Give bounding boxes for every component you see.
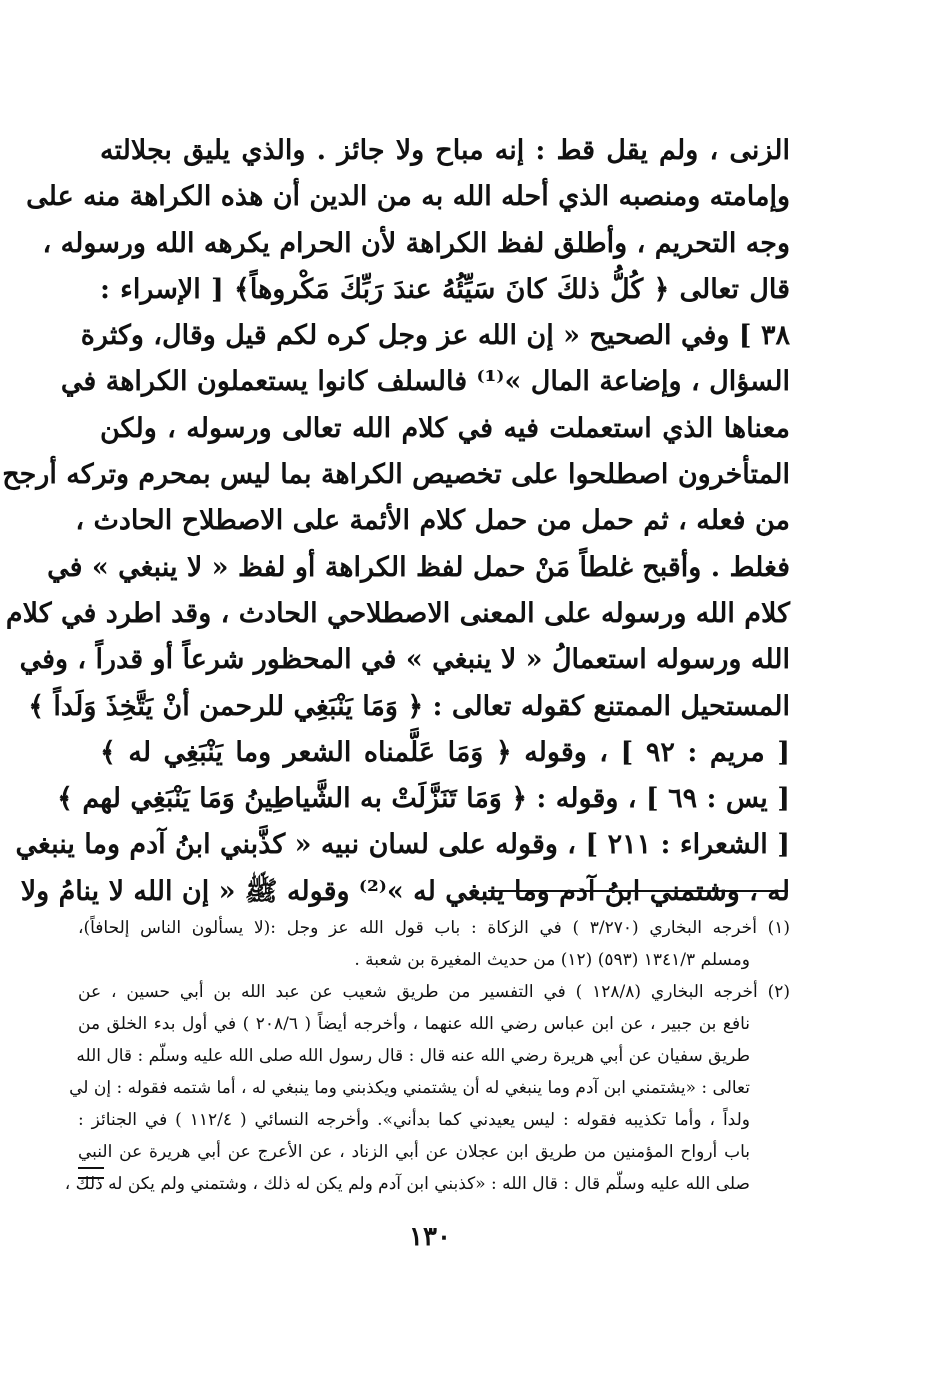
text-line: السؤال ، وإضاعة المال »⁽¹⁾ فالسلف كانوا يستعملون الكراهة في bbox=[60, 366, 790, 398]
footnote-divider bbox=[488, 890, 788, 892]
text-line: [ الشعراء : ٢١١ ] ، وقوله على لسان نبيه « كذَّبني ابنُ آدم وما ينبغي bbox=[15, 829, 790, 861]
text-line: له ، وشتمني ابنُ آدم وما ينبغي له »⁽²⁾ وقوله ﷺ « إن الله لا ينامُ ولا bbox=[20, 875, 790, 907]
footnote-line: (٢) أخرجه البخاري (١٢٨/٨ ) في التفسير من طريق شعيب عن عبد الله بن أبي حسين ، عن bbox=[78, 982, 790, 1002]
text-line: الله ورسوله استعمالُ « لا ينبغي » في المحظور شرعاً أو قدراً ، وفي bbox=[19, 644, 790, 676]
text-line: وإمامته ومنصبه الذي أحله الله به من الدين أن هذه الكراهة منه على bbox=[26, 181, 790, 213]
footnote-line: نافع بن جبير ، عن ابن عباس رضي الله عنهما ، وأخرجه أيضاً ( ٢٠٨/٦ ) في أول بدء الخلق من bbox=[78, 1014, 751, 1034]
footnote-line: صلى الله عليه وسلّم قال : قال الله : «كذبني ابن آدم ولم يكن له ذلك ، وشتمني ولم يكن له ذلك ، bbox=[64, 1174, 750, 1194]
footnote-line: (١) أخرجه البخاري (٣/٢٧٠ ) في الزكاة : باب قول الله عز وجل :(لا يسألون الناس إلحافاً)، bbox=[78, 918, 790, 938]
text-line: الزنى ، ولم يقل قط : إنه مباح ولا جائز . والذي يليق بجلالته bbox=[100, 135, 790, 166]
text-line: [ مريم : ٩٢ ] ، وقوله ﴿ وَمَا عَلَّمناه الشعر وما يَنْبَغِي له ﴾ bbox=[100, 736, 790, 768]
text-line: قال تعالى ﴿ كُلُّ ذلكَ كانَ سَيِّئُهُ عندَ رَبِّكَ مَكْروهاً﴾ [ الإسراء : bbox=[100, 273, 790, 305]
footnote-line: طريق سفيان عن أبي هريرة رضي الله عنه قال : قال رسول الله صلى الله عليه وسلّم : قال الله bbox=[76, 1046, 750, 1066]
continuation-mark bbox=[78, 1167, 104, 1179]
footnote-line: باب أرواح المؤمنين من طريق ابن عجلان عن أبي الزناد ، عن الأعرج عن أبي هريرة عن النبي bbox=[78, 1142, 750, 1162]
page-number: ١٣٠ bbox=[409, 1222, 451, 1252]
text-line: وجه التحريم ، وأطلق لفظ الكراهة لأن الحرام يكرهه الله ورسوله ، bbox=[42, 227, 790, 259]
text-line: ٣٨ ] وفي الصحيح « إن الله عز وجل كره لكم قيل وقال، وكثرة bbox=[80, 320, 790, 352]
text-line: [ يس : ٦٩ ] ، وقوله : ﴿ وَمَا تَنَزَّلَتْ به الشَّياطِينُ وَمَا يَنْبَغِي لهم ﴾ bbox=[57, 783, 790, 815]
text-line: كلام الله ورسوله على المعنى الاصطلاحي الحادث ، وقد اطرد في كلام bbox=[5, 597, 790, 629]
text-line: المتأخرون اصطلحوا على تخصيص الكراهة بما ليس بمحرم وتركه أرجح bbox=[2, 459, 790, 491]
text-line: من فعله ، ثم حمل من حمل كلام الأئمة على الاصطلاح الحادث ، bbox=[75, 505, 790, 537]
footnote-line: ولداً ، وأما تكذيبه فقوله : ليس يعيدني كما بدأني». وأخرجه النسائي ( ١١٢/٤ ) في الجنائز : bbox=[78, 1110, 750, 1130]
main-text bbox=[2, 128, 790, 915]
footnotes bbox=[64, 912, 790, 1200]
text-line: فغلط . وأقبح غلطاً مَنْ حمل لفظ الكراهة أو لفظ « لا ينبغي » في bbox=[47, 551, 790, 583]
footnote-line: ومسلم ١٣٤١/٣ (٥٩٣) (١٢) من حديث المغيرة بن شعبة . bbox=[354, 950, 750, 970]
text-line: معناها الذي استعملت فيه في كلام الله تعالى ورسوله ، ولكن bbox=[100, 412, 790, 444]
footnote-line: تعالى : «يشتمني ابن آدم وما ينبغي له أن يشتمني ويكذبني وما ينبغي له ، أما شتمه فقوله : إن لي bbox=[69, 1078, 750, 1098]
text-line: المستحيل الممتنع كقوله تعالى : ﴿ وَمَا يَنْبَغِي للرحمن أنْ يَتَّخِذَ وَلَداً ﴾ bbox=[28, 690, 790, 722]
